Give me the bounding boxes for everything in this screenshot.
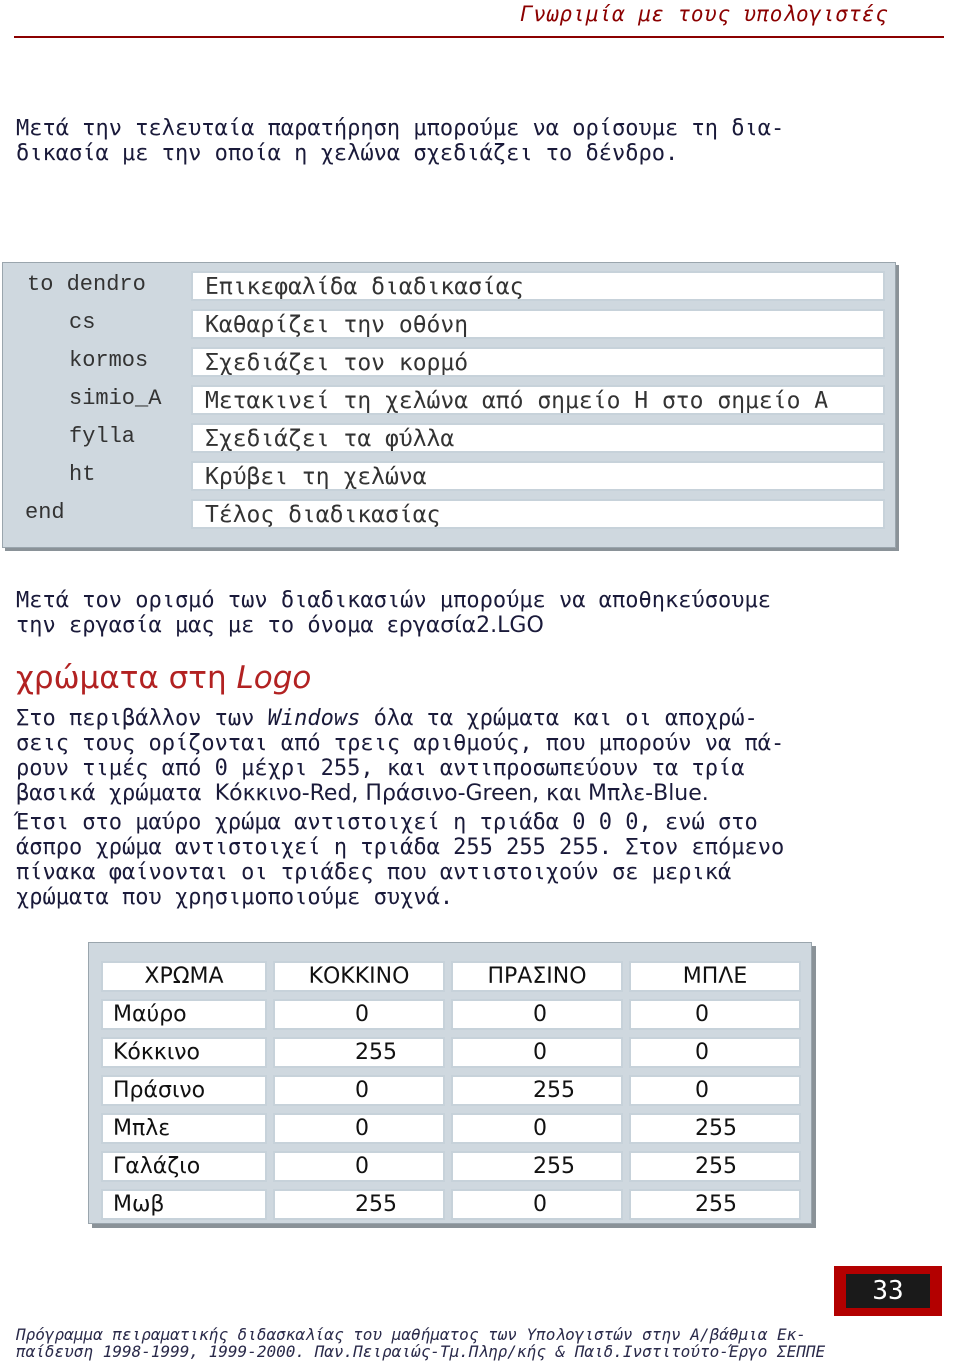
color-name-cell: Μαύρο <box>101 999 267 1030</box>
blue-value-cell: 255 <box>629 1151 801 1182</box>
table-row <box>89 1033 811 1071</box>
running-header: Γνωριμία με τους υπολογιστές <box>519 2 888 26</box>
table-row <box>89 1071 811 1109</box>
procedure-command: cs <box>69 310 96 335</box>
colors-line <box>16 781 896 806</box>
color-name-cell: Μωβ <box>101 1189 267 1220</box>
colors-line: σεις τους ορίζονται από τρεις αριθμούς, που μπορούν να πά- <box>16 731 785 756</box>
footer-line: Πρόγραμμα πειραματικής διδασκαλίας του μαθήματος των Υπολογιστών στην Α/βάθμια Εκ- <box>16 1325 806 1344</box>
procedure-description: Καθαρίζει την οθόνη <box>191 309 885 339</box>
windows-word: Windows <box>267 706 361 731</box>
triad-paragraph <box>16 810 896 910</box>
red-value-cell: 0 <box>273 999 445 1030</box>
green-value-cell: 255 <box>451 1151 623 1182</box>
save-line <box>16 613 896 638</box>
red-value-cell: 0 <box>273 1075 445 1106</box>
procedure-command: simio_A <box>69 386 162 411</box>
triad-line: πίνακα φαίνονται οι τριάδες που αντιστοιχούν σε μερικά <box>16 860 732 885</box>
red-value-cell: 255 <box>273 1037 445 1068</box>
colors-text: βασικά χρώματα <box>16 781 215 806</box>
page-number-badge <box>834 1266 942 1316</box>
green-value-cell: 0 <box>451 1189 623 1220</box>
color-table-header <box>89 957 811 995</box>
green-value-cell: 0 <box>451 1113 623 1144</box>
triad-line: άσπρο χρώμα αντιστοιχεί η τριάδα 255 255 255. Στον επόμενο <box>16 835 785 860</box>
green-value-cell: 0 <box>451 1037 623 1068</box>
section-heading-text: χρώματα στη <box>16 660 237 696</box>
procedure-command: ht <box>69 462 96 487</box>
column-header: ΧΡΩΜΑ <box>101 961 267 992</box>
triad-line: Έτσι στο μαύρο χρώμα αντιστοιχεί η τριάδα 0 0 0, ενώ στο <box>16 810 758 835</box>
blue-value-cell: 255 <box>629 1189 801 1220</box>
color-name-cell: Μπλε <box>101 1113 267 1144</box>
procedure-description: Κρύβει τη χελώνα <box>191 461 885 491</box>
procedure-row <box>3 381 895 419</box>
section-heading <box>16 660 311 696</box>
save-paragraph <box>16 588 896 638</box>
colors-paragraph <box>16 706 896 806</box>
header-divider <box>14 36 944 38</box>
colors-line: ρουν τιμές από 0 μέχρι 255, και αντιπροσωπεύουν τα τρία <box>16 756 745 781</box>
blue-value-cell: 0 <box>629 1075 801 1106</box>
procedure-command: to dendro <box>27 272 146 297</box>
procedure-description: Επικεφαλίδα διαδικασίας <box>191 271 885 301</box>
procedure-row <box>3 343 895 381</box>
blue-value-cell: 0 <box>629 1037 801 1068</box>
table-row <box>89 1109 811 1147</box>
footer-line: παίδευση 1998-1999, 1999-2000. Παν.Πειραιώς-Τμ.Πληρ/κής & Παιδ.Ινστιτούτο-Έργο ΣΕΠΠΕ <box>16 1342 826 1361</box>
procedure-command: kormos <box>69 348 149 373</box>
color-name-cell: Πράσινο <box>101 1075 267 1106</box>
table-row <box>89 1147 811 1185</box>
procedure-description: Σχεδιάζει τα φύλλα <box>191 423 885 453</box>
table-row <box>89 1185 811 1223</box>
blue-value-cell: 255 <box>629 1113 801 1144</box>
color-name-cell: Κόκκινο <box>101 1037 267 1068</box>
intro-paragraph <box>16 116 896 166</box>
save-line: Μετά τον ορισμό των διαδικασιών μπορούμε να αποθηκεύσουμε <box>16 588 771 613</box>
save-line-text: την εργασία μας με το όνομα <box>16 613 387 638</box>
section-heading-logo: Logo <box>236 660 312 696</box>
procedure-row <box>3 419 895 457</box>
triad-line: χρώματα που χρησιμοποιούμε συχνά. <box>16 885 454 910</box>
green-value-cell: 0 <box>451 999 623 1030</box>
intro-line: δικασία με την οποία η χελώνα σχεδιάζει το δένδρο. <box>16 141 679 166</box>
color-table <box>88 942 812 1224</box>
green-value-cell: 255 <box>451 1075 623 1106</box>
column-header: ΠΡΑΣΙΝΟ <box>451 961 623 992</box>
rgb-names: Κόκκινο-Red, Πράσινο-Green, και Μπλε-Blue. <box>214 781 709 806</box>
procedure-description: Σχεδιάζει τον κορμό <box>191 347 885 377</box>
column-header: ΜΠΛΕ <box>629 961 801 992</box>
table-row <box>89 995 811 1033</box>
red-value-cell: 0 <box>273 1151 445 1182</box>
procedure-command: end <box>25 500 65 525</box>
procedure-table <box>2 262 896 548</box>
color-name-cell: Γαλάζιο <box>101 1151 267 1182</box>
colors-text: Στο περιβάλλον των <box>16 706 268 731</box>
blue-value-cell: 0 <box>629 999 801 1030</box>
red-value-cell: 255 <box>273 1189 445 1220</box>
colors-line <box>16 706 896 731</box>
footer <box>16 1326 936 1360</box>
procedure-row <box>3 457 895 495</box>
procedure-row <box>3 267 895 305</box>
procedure-description: Μετακινεί τη χελώνα από σημείο Η στο σημείο Α <box>191 385 885 415</box>
intro-line: Μετά την τελευταία παρατήρηση μπορούμε να ορίσουμε τη δια- <box>16 116 785 141</box>
procedure-command: fylla <box>69 424 136 449</box>
column-header: ΚΟΚΚΙΝΟ <box>273 961 445 992</box>
procedure-description: Τέλος διαδικασίας <box>191 499 885 529</box>
procedure-row <box>3 495 895 533</box>
page-number: 33 <box>846 1274 930 1308</box>
filename: εργασία2.LGO <box>386 613 544 638</box>
colors-text: όλα τα χρώματα και οι αποχρώ- <box>360 706 758 731</box>
procedure-row <box>3 305 895 343</box>
red-value-cell: 0 <box>273 1113 445 1144</box>
